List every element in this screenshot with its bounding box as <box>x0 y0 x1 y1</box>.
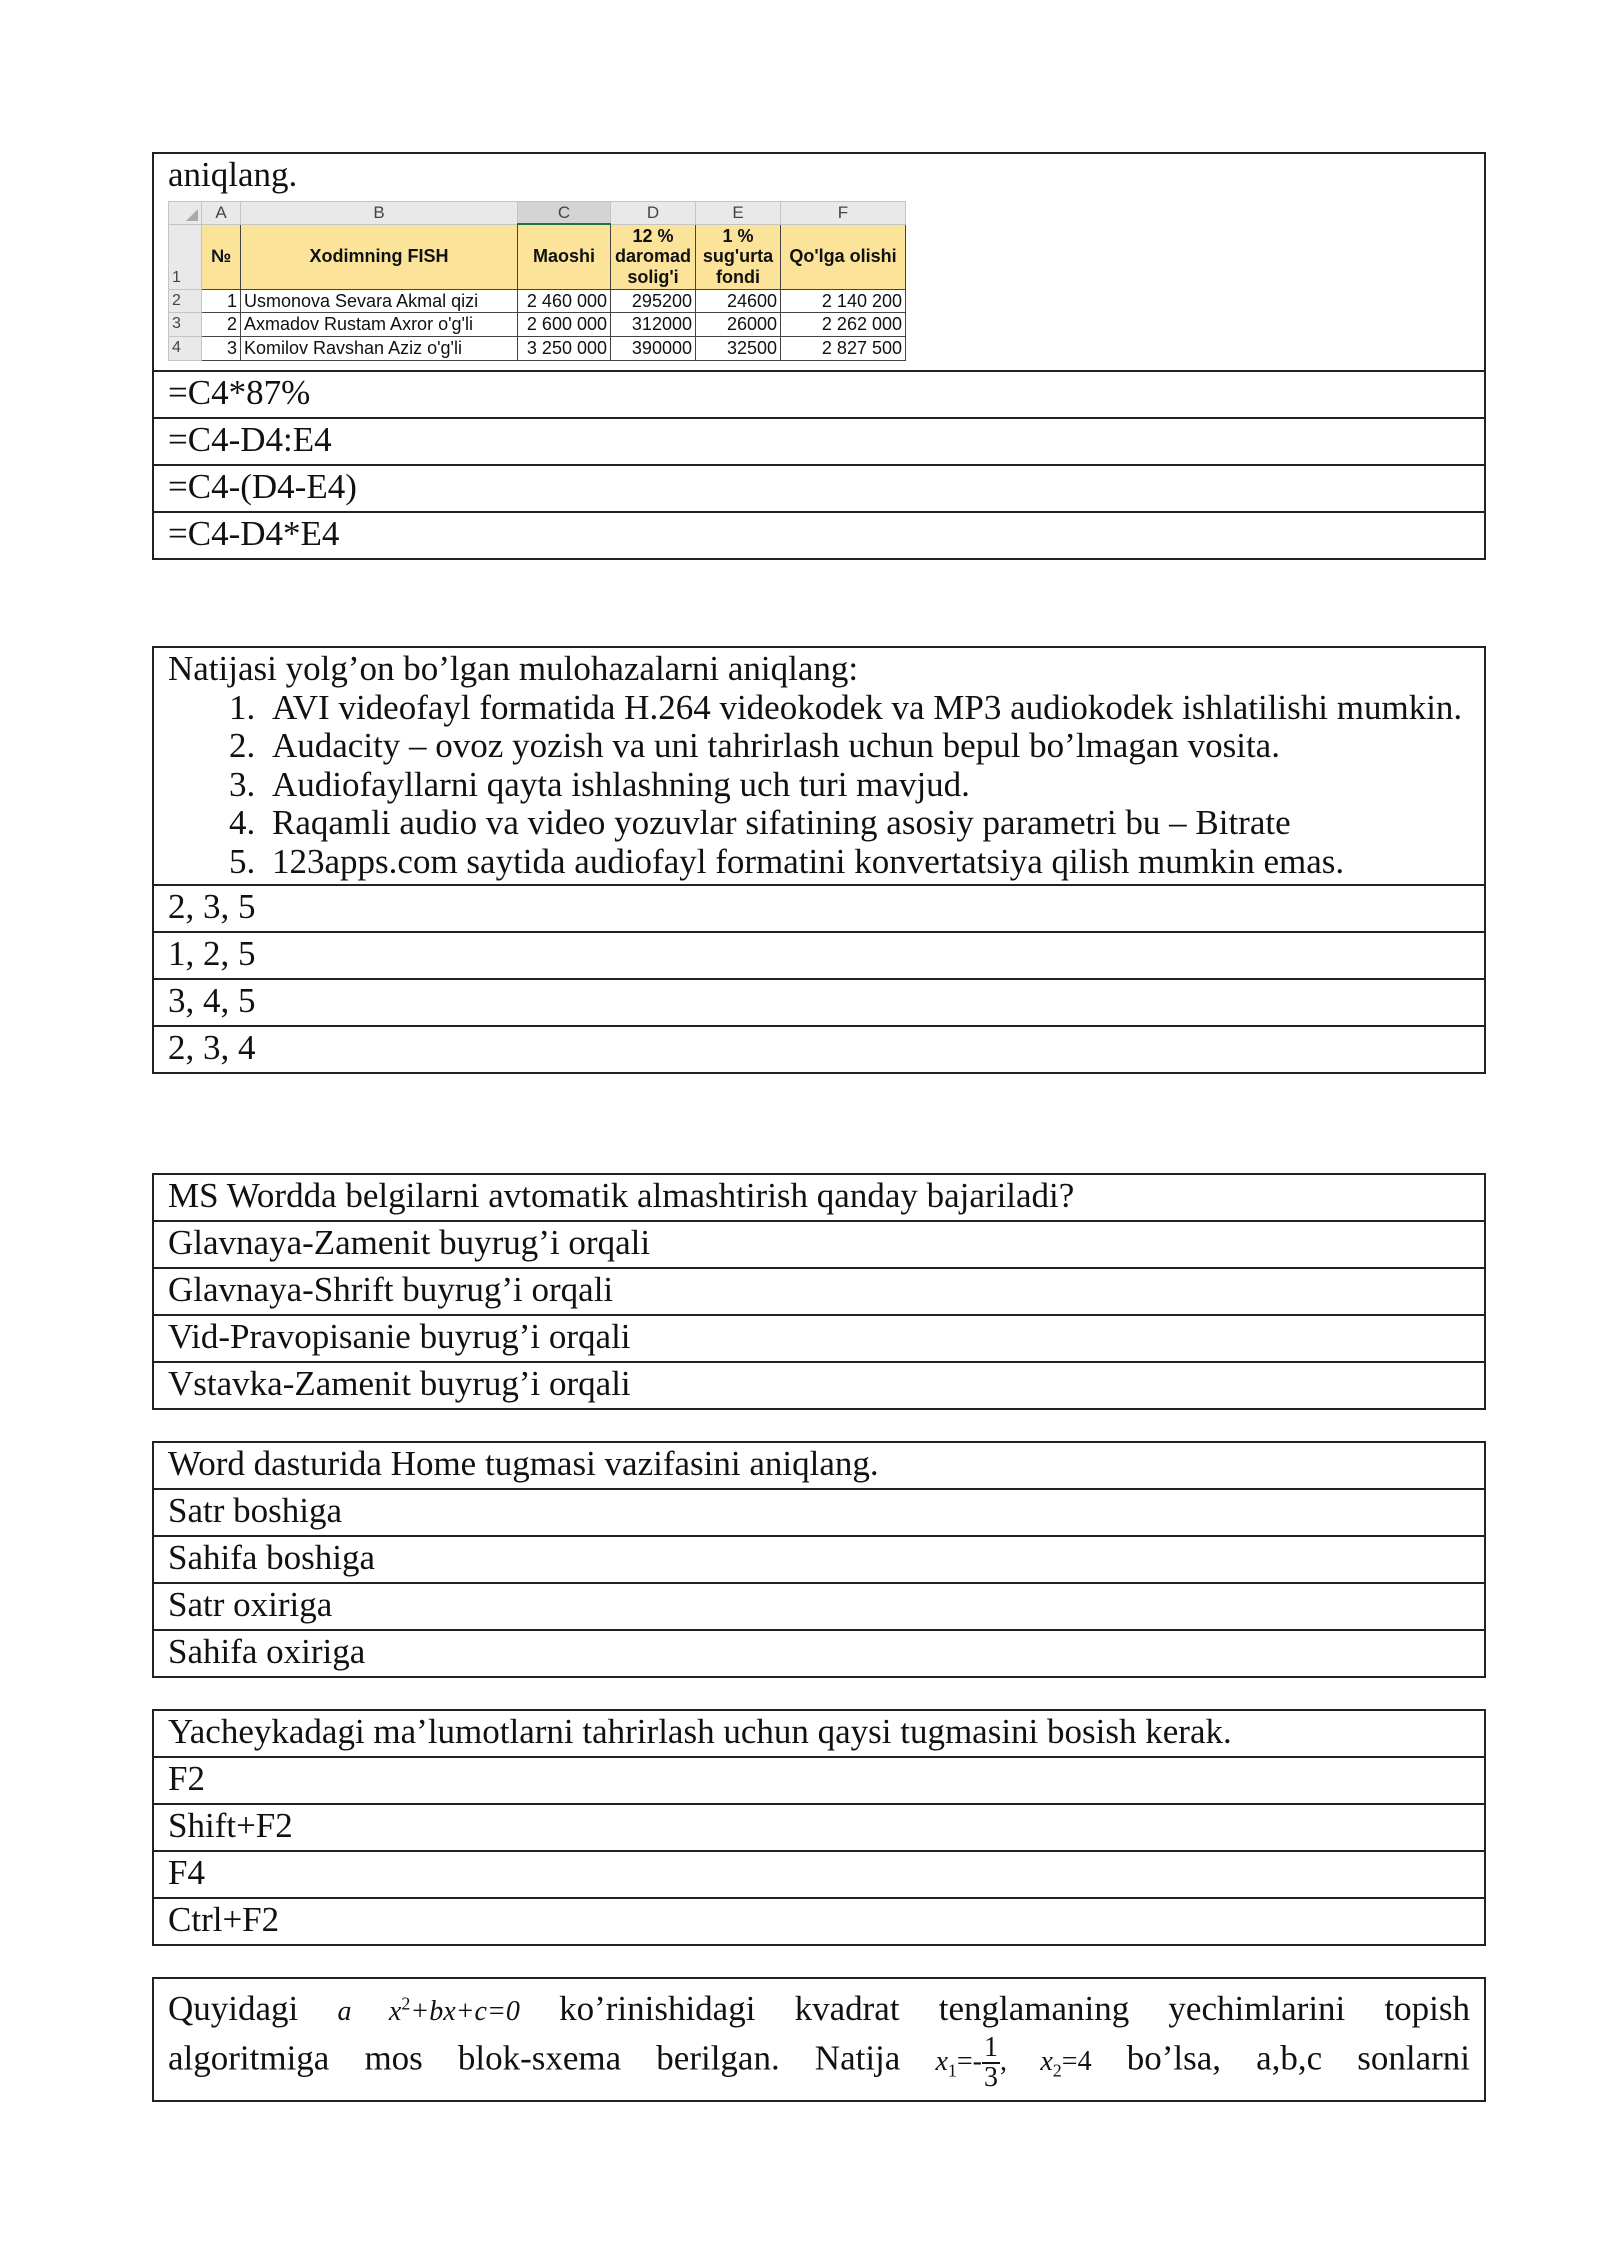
question-text-end: bo’lsa, a,b,c sonlarni <box>1126 2038 1471 2078</box>
x2-eq: =4 <box>1061 2045 1092 2077</box>
answer-option[interactable]: =C4-D4:E4 <box>153 418 1485 465</box>
excel-row-number: 2 <box>169 289 202 313</box>
eq-coef-a: a <box>337 1996 352 2027</box>
excel-col-letter: C <box>518 201 611 224</box>
question-text: Word dasturida Home tugmasi vazifasini aniqlang. <box>153 1442 1485 1489</box>
question-block-5 <box>152 1709 1486 1946</box>
comma: , <box>1000 2045 1007 2077</box>
answer-option[interactable]: Satr oxiriga <box>153 1583 1485 1630</box>
x1-eq: =- <box>956 2045 982 2077</box>
excel-row-number: 4 <box>169 336 202 360</box>
question-block-2 <box>152 646 1486 1074</box>
answer-option[interactable]: F4 <box>153 1851 1485 1898</box>
excel-col-letter: E <box>696 201 781 224</box>
answer-option[interactable]: Sahifa oxiriga <box>153 1630 1485 1677</box>
answer-option[interactable]: =C4-(D4-E4) <box>153 465 1485 512</box>
question-text-line2: algoritmiga mos blok-sxema berilgan. Natija <box>168 2038 901 2078</box>
excel-cell-sugurta: 32500 <box>696 336 781 360</box>
answer-option[interactable]: Ctrl+F2 <box>153 1898 1485 1945</box>
answer-option[interactable]: Sahifa boshiga <box>153 1536 1485 1583</box>
excel-cell-maoshi: 2 600 000 <box>518 313 611 337</box>
excel-cell-fish: Komilov Ravshan Aziz o'g'li <box>241 336 518 360</box>
quadratic-equation <box>337 1993 520 2027</box>
statement-item: 2. Audacity – ovoz yozish va uni tahrirlash uchun bepul bo’lmagan vosita. <box>264 727 1470 766</box>
excel-col-letter: F <box>781 201 906 224</box>
excel-header-qolga: Qo'lga olishi <box>781 224 906 289</box>
answer-option[interactable]: 3, 4, 5 <box>153 979 1485 1026</box>
question-block-1 <box>152 152 1486 560</box>
question-line-1 <box>168 1985 1470 2032</box>
statement-item: 1. AVI videofayl formatida H.264 videokodek va MP3 audiokodek ishlatilishi mumkin. <box>264 689 1470 728</box>
excel-cell-fish: Axmadov Rustam Axror o'g'li <box>241 313 518 337</box>
excel-data-row <box>169 289 906 313</box>
x1-sub: 1 <box>947 2060 957 2081</box>
excel-header-no: № <box>202 224 241 289</box>
excel-col-letter: D <box>611 201 696 224</box>
question-text: aniqlang. <box>168 155 298 194</box>
question-cell <box>153 153 1485 371</box>
excel-cell-no: 1 <box>202 289 241 313</box>
excel-cell-qolga: 2 827 500 <box>781 336 906 360</box>
question-block-3 <box>152 1173 1486 1410</box>
excel-cell-maoshi: 2 460 000 <box>518 289 611 313</box>
answer-option[interactable]: 2, 3, 5 <box>153 885 1485 932</box>
excel-row-number: 1 <box>169 224 202 289</box>
question-block-6 <box>152 1977 1486 2102</box>
question-cell <box>153 1978 1485 2101</box>
question-text-mid: ko’rinishidagi kvadrat tenglamaning yechimlarini topish <box>559 1989 1471 2028</box>
x1-var: x <box>935 2045 948 2077</box>
excel-row-number: 3 <box>169 313 202 337</box>
question-block-4 <box>152 1441 1486 1678</box>
excel-column-header-row <box>169 201 906 224</box>
answer-option[interactable]: Vid-Pravopisanie buyrug’i orqali <box>153 1315 1485 1362</box>
answer-option[interactable]: Glavnaya-Zamenit buyrug’i orqali <box>153 1221 1485 1268</box>
excel-header-row <box>169 224 906 289</box>
question-line-2 <box>168 2034 1470 2092</box>
excel-cell-maoshi: 3 250 000 <box>518 336 611 360</box>
statement-item: 3. Audiofayllarni qayta ishlashning uch turi mavjud. <box>264 766 1470 805</box>
x1-fraction <box>982 2034 1000 2092</box>
answer-option[interactable]: Satr boshiga <box>153 1489 1485 1536</box>
excel-header-line: sug'urta <box>702 246 774 267</box>
x2-sub: 2 <box>1052 2060 1062 2081</box>
excel-header-soliq <box>611 224 696 289</box>
answer-option[interactable]: Shift+F2 <box>153 1804 1485 1851</box>
excel-header-fish: Xodimning FISH <box>241 224 518 289</box>
excel-table <box>168 201 906 361</box>
question-text: MS Wordda belgilarni avtomatik almashtirish qanday bajariladi? <box>153 1174 1485 1221</box>
eq-rest: +bx+c=0 <box>410 1996 520 2027</box>
excel-header-line: daromad <box>614 246 692 267</box>
answer-option[interactable]: 2, 3, 4 <box>153 1026 1485 1073</box>
answer-option[interactable]: Glavnaya-Shrift buyrug’i orqali <box>153 1268 1485 1315</box>
excel-cell-sugurta: 26000 <box>696 313 781 337</box>
question-text: Yacheykadagi ma’lumotlarni tahrirlash uchun qaysi tugmasini bosish kerak. <box>153 1710 1485 1757</box>
excel-col-letter: B <box>241 201 518 224</box>
excel-cell-soliq: 390000 <box>611 336 696 360</box>
statement-item: 4. Raqamli audio va video yozuvlar sifatining asosiy parametri bu – Bitrate <box>264 804 1470 843</box>
x2-var: x <box>1040 2045 1053 2077</box>
excel-cell-soliq: 312000 <box>611 313 696 337</box>
excel-header-sugurta <box>696 224 781 289</box>
excel-header-line: fondi <box>716 266 760 287</box>
excel-cell-no: 3 <box>202 336 241 360</box>
statement-list <box>168 689 1470 882</box>
excel-header-maoshi: Maoshi <box>518 224 611 289</box>
excel-cell-fish: Usmonova Sevara Akmal qizi <box>241 289 518 313</box>
excel-header-line: 12 % <box>632 225 674 246</box>
excel-cell-qolga: 2 262 000 <box>781 313 906 337</box>
answer-option[interactable]: F2 <box>153 1757 1485 1804</box>
question-cell <box>153 647 1485 885</box>
answer-option[interactable]: =C4*87% <box>153 371 1485 418</box>
root-x1 <box>935 2032 1092 2094</box>
x1-numerator: 1 <box>984 2032 998 2064</box>
excel-cell-no: 2 <box>202 313 241 337</box>
answer-option[interactable]: =C4-D4*E4 <box>153 512 1485 559</box>
question-word: Quyidagi <box>168 1989 299 2028</box>
excel-data-row <box>169 336 906 360</box>
excel-select-all <box>169 201 202 224</box>
excel-cell-qolga: 2 140 200 <box>781 289 906 313</box>
eq-square: 2 <box>401 1993 411 2014</box>
excel-cell-soliq: 295200 <box>611 289 696 313</box>
excel-col-letter: A <box>202 201 241 224</box>
answer-option[interactable]: 1, 2, 5 <box>153 932 1485 979</box>
answer-option[interactable]: Vstavka-Zamenit buyrug’i orqali <box>153 1362 1485 1409</box>
excel-header-line: 1 % <box>722 225 754 246</box>
excel-data-row <box>169 313 906 337</box>
eq-var-x: x <box>388 1996 402 2027</box>
statement-item: 5. 123apps.com saytida audiofayl formatini konvertatsiya qilish mumkin emas. <box>264 843 1470 882</box>
question-text: Natijasi yolg’on bo’lgan mulohazalarni aniqlang: <box>168 649 859 688</box>
excel-header-line: solig'i <box>627 266 679 287</box>
excel-cell-sugurta: 24600 <box>696 289 781 313</box>
x1-denominator: 3 <box>984 2062 998 2094</box>
